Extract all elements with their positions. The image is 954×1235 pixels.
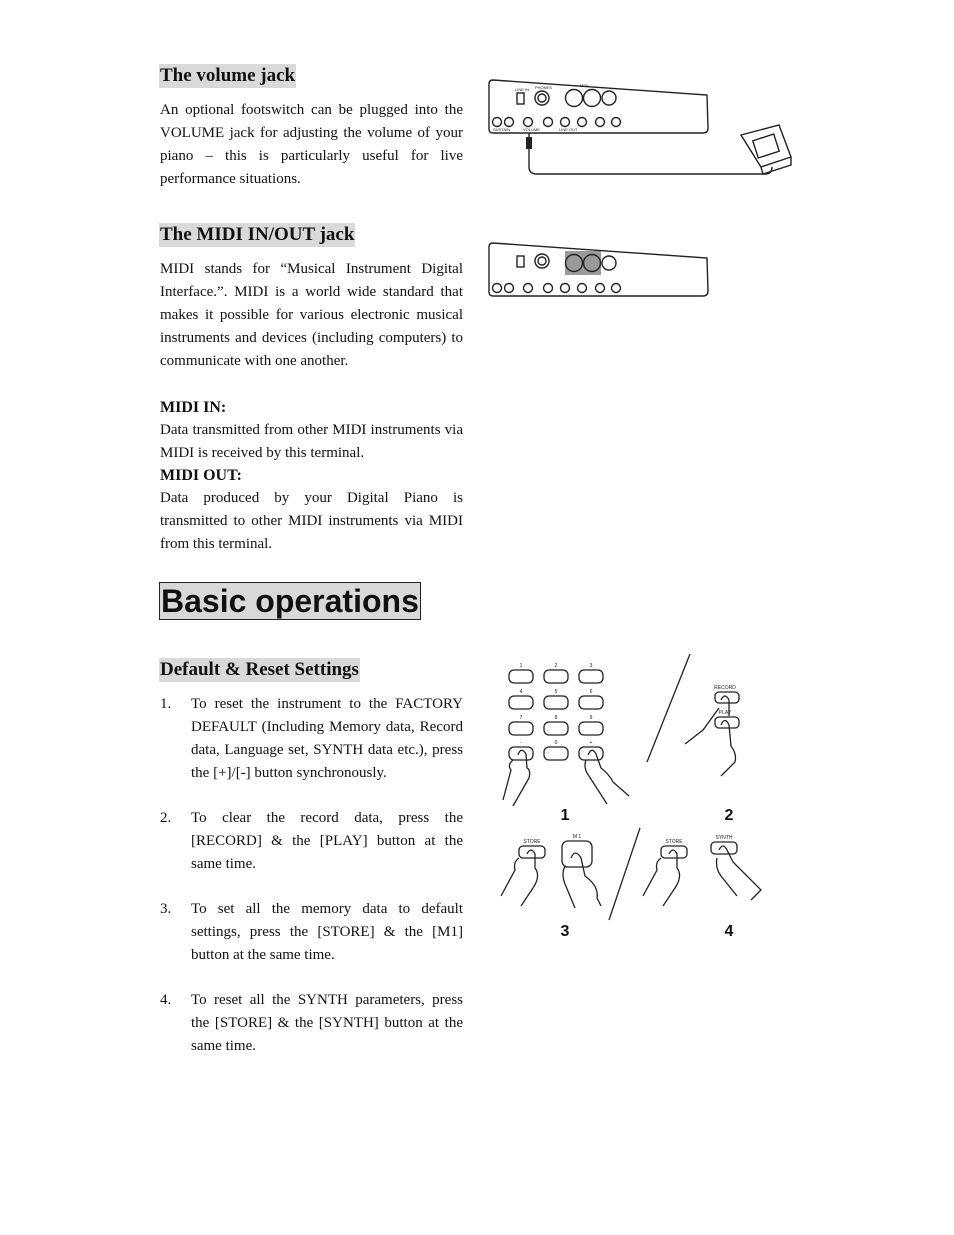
reset-list: [160, 693, 463, 1058]
midi-heading: The MIDI IN/OUT jack: [160, 224, 355, 245]
store-label: STORE: [523, 839, 541, 845]
svg-text:VOLUME: VOLUME: [523, 127, 540, 132]
store-label: STORE: [665, 839, 683, 845]
figure-label-2: 2: [724, 807, 734, 824]
list-item: [160, 807, 463, 876]
figure-label-1: 1: [560, 807, 570, 824]
midi-in-label: MIDI IN:: [160, 399, 227, 416]
reset-heading: Default & Reset Settings: [160, 659, 359, 680]
key-label: 6: [589, 689, 593, 695]
list-text: To clear the record data, press the [RECORD] & the [PLAY] button at the same time.: [191, 810, 463, 872]
section-title: Basic operations: [161, 583, 419, 619]
key-label: 8: [554, 715, 558, 721]
volume-jack-figure: [485, 75, 800, 185]
key-label: 1: [519, 663, 523, 669]
svg-text:LINE OUT: LINE OUT: [559, 127, 578, 132]
list-number: 2.: [160, 810, 172, 826]
list-item: [160, 693, 463, 785]
svg-text:MIDI: MIDI: [580, 83, 589, 88]
record-label: RECORD: [714, 685, 736, 691]
key-label: 7: [519, 715, 523, 721]
list-text: To reset the instrument to the FACTORY DEFAULT (Including Memory data, Record data, Language set, SYNTH data etc.), press the [+]/[-] button synchronously.: [191, 696, 463, 781]
m1-label: M 1: [572, 834, 582, 840]
svg-text:PHONES: PHONES: [535, 85, 552, 90]
list-text: To reset all the SYNTH parameters, press the [STORE] & the [SYNTH] button at the same time.: [191, 992, 463, 1054]
list-item: [160, 989, 463, 1058]
figure-label-4: 4: [724, 923, 734, 940]
midi-jack-figure: [485, 238, 715, 308]
key-label: +: [589, 740, 593, 746]
list-number: 1.: [160, 696, 172, 712]
midi-out-label: MIDI OUT:: [160, 467, 242, 484]
volume-heading: The volume jack: [160, 65, 296, 86]
key-label: -: [520, 740, 522, 746]
synth-label: SYNTH: [715, 835, 733, 841]
play-label: PLAY: [718, 710, 732, 716]
key-label: 9: [589, 715, 593, 721]
midi-out-body: Data produced by your Digital Piano is transmitted to other MIDI instruments via MIDI from this terminal.: [160, 490, 463, 552]
reset-buttons-figure: [485, 650, 785, 950]
key-label: 4: [519, 689, 523, 695]
key-label: 5: [554, 689, 558, 695]
key-label: 0: [554, 740, 558, 746]
svg-text:LINE IN: LINE IN: [515, 87, 530, 92]
list-item: [160, 898, 463, 967]
list-number: 3.: [160, 901, 172, 917]
key-label: 3: [589, 663, 593, 669]
midi-body: MIDI stands for “Musical Instrument Digital Interface.”. MIDI is a world wide standard that makes it possible for various electronic musical instruments and devices (including computers) to communicate with one another.: [160, 261, 463, 369]
figure-label-3: 3: [560, 923, 570, 940]
list-text: To set all the memory data to default settings, press the [STORE] & the [M1] button at the same time.: [191, 901, 463, 963]
key-label: 2: [554, 663, 558, 669]
midi-in-body: Data transmitted from other MIDI instruments via MIDI is received by this terminal.: [160, 422, 463, 461]
list-number: 4.: [160, 992, 172, 1008]
volume-body: An optional footswitch can be plugged into the VOLUME jack for adjusting the volume of your piano – this is particularly useful for live performance situations.: [160, 102, 463, 187]
svg-text:SUSTAIN: SUSTAIN: [493, 127, 511, 132]
